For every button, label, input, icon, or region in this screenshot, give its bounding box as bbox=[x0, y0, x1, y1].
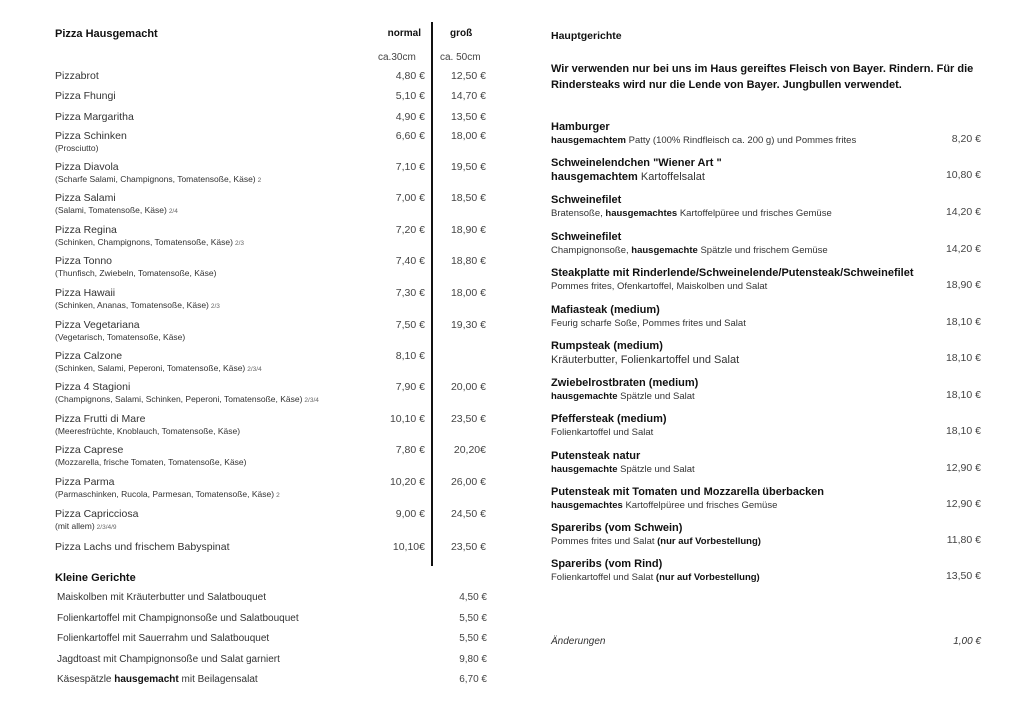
price-normal: 6,60 € bbox=[395, 130, 425, 142]
price-normal: 7,40 € bbox=[395, 255, 425, 267]
price-normal: 8,10 € bbox=[395, 350, 425, 362]
pizza-description: (Vegetarisch, Tomatensoße, Käse) bbox=[55, 332, 186, 342]
price-normal: 10,20 € bbox=[389, 476, 425, 488]
item-text: Maiskolben mit Kräuterbutter und Salatbouquet bbox=[57, 592, 267, 603]
price-normal: 7,50 € bbox=[395, 319, 425, 331]
dish-description: Folienkartoffel und Salat bbox=[551, 427, 654, 438]
main-dish-item bbox=[551, 230, 981, 258]
changes-label: Änderungen bbox=[551, 636, 606, 647]
price-gross: 18,80 € bbox=[450, 255, 486, 267]
kleine-item bbox=[57, 674, 487, 695]
pizza-name: Pizza Tonno bbox=[55, 255, 113, 267]
pizza-name: Pizza Fhungi bbox=[55, 90, 116, 102]
pizza-item bbox=[55, 111, 495, 124]
dish-name: Mafiasteak (medium) bbox=[551, 304, 660, 316]
allergen-note: 2/3/4 bbox=[247, 366, 262, 373]
dish-price: 11,80 € bbox=[946, 534, 981, 546]
pizza-description: (Prosciutto) bbox=[55, 143, 99, 153]
price-normal: 9,00 € bbox=[395, 508, 425, 520]
pizza-item bbox=[55, 319, 495, 344]
dish-name: Zwiebelrostbraten (medium) bbox=[551, 377, 699, 389]
dish-name: Putensteak mit Tomaten und Mozzarella überbacken bbox=[551, 486, 825, 498]
price-normal: 4,90 € bbox=[395, 111, 425, 123]
pizza-description: (Thunfisch, Zwiebeln, Tomatensoße, Käse) bbox=[55, 268, 217, 278]
price-gross: 26,00 € bbox=[450, 476, 486, 488]
price-gross: 13,50 € bbox=[450, 111, 486, 123]
price-gross: 14,70 € bbox=[450, 90, 486, 102]
pizza-item bbox=[55, 350, 495, 375]
price-gross: 18,00 € bbox=[450, 130, 486, 142]
dish-description: Pommes frites und Salat (nur auf Vorbestellung) bbox=[551, 536, 761, 547]
kleine-gerichte-title: Kleine Gerichte bbox=[55, 572, 136, 584]
main-dish-item bbox=[551, 485, 981, 513]
meat-origin-intro: Wir verwenden nur bei uns im Haus gereiftes Fleisch von Bayer. Rindern. Für die Rindersteaks wird nur die Lende von Bayer. Jungbullen verwendet. bbox=[551, 63, 974, 91]
kleine-item bbox=[57, 654, 487, 675]
pizza-description: (Scharfe Salami, Champignons, Tomatensoße, Käse) 2 bbox=[55, 174, 262, 184]
pizza-description: (Schinken, Salami, Peperoni, Tomatensoße, Käse) 2/3/4 bbox=[55, 363, 262, 373]
price-gross: 18,90 € bbox=[450, 224, 486, 236]
pizza-item bbox=[55, 508, 495, 533]
pizza-name: Pizza Vegetariana bbox=[55, 319, 140, 331]
dish-description: hausgemachtem Patty (100% Rindfleisch ca. 200 g) und Pommes frites bbox=[551, 135, 857, 146]
dish-description: hausgemachtem Kartoffelsalat bbox=[551, 171, 705, 183]
dish-description: Champignonsoße, hausgemachte Spätzle und frischem Gemüse bbox=[551, 245, 828, 256]
main-dish-item bbox=[551, 193, 981, 221]
pizza-name: Pizza Schinken bbox=[55, 130, 127, 142]
price-normal: 7,00 € bbox=[395, 192, 425, 204]
dish-price: 12,90 € bbox=[945, 462, 981, 474]
item-text: Folienkartoffel mit Sauerrahm und Salatbouquet bbox=[57, 633, 270, 644]
dish-name: Spareribs (vom Rind) bbox=[551, 558, 663, 570]
dish-name: Schweinefilet bbox=[551, 194, 622, 206]
dish-name: Hamburger bbox=[551, 121, 610, 133]
dish-price: 12,90 € bbox=[945, 498, 981, 510]
price-gross: 19,30 € bbox=[450, 319, 486, 331]
dish-description: hausgemachte Spätzle und Salat bbox=[551, 391, 695, 402]
pizza-description: (Mozzarella, frische Tomaten, Tomatensoße, Käse) bbox=[55, 457, 247, 467]
kleine-item bbox=[57, 592, 487, 613]
item-price: 5,50 € bbox=[459, 633, 487, 644]
dish-price: 18,10 € bbox=[945, 352, 981, 364]
pizza-name: Pizza Salami bbox=[55, 192, 116, 204]
price-normal: 4,80 € bbox=[395, 70, 425, 82]
pizza-item bbox=[55, 90, 495, 103]
dish-name: Spareribs (vom Schwein) bbox=[551, 522, 683, 534]
pizza-name: Pizza Parma bbox=[55, 476, 115, 488]
column-header-gross: groß bbox=[450, 28, 473, 39]
price-gross: 23,50 € bbox=[450, 413, 486, 425]
dish-price: 18,10 € bbox=[945, 425, 981, 437]
main-dish-item bbox=[551, 557, 981, 585]
item-price: 5,50 € bbox=[459, 612, 487, 624]
item-price: 4,50 € bbox=[459, 592, 487, 603]
dish-name: Steakplatte mit Rinderlende/Schweinelende/Putensteak/Schweinefilet bbox=[551, 267, 914, 279]
pizza-description: (Champignons, Salami, Schinken, Peperoni, Tomatensoße, Käse) 2/3/4 bbox=[55, 394, 319, 404]
main-dish-item bbox=[551, 521, 981, 549]
main-dish-item bbox=[551, 120, 981, 148]
pizza-name: Pizza Hawaii bbox=[55, 287, 116, 299]
price-gross: 20,00 € bbox=[450, 381, 486, 393]
pizza-name: Pizza Calzone bbox=[55, 350, 123, 362]
pizza-description: (Salami, Tomatensoße, Käse) 2/4 bbox=[55, 205, 178, 215]
price-normal: 7,80 € bbox=[395, 444, 425, 456]
pizza-name: Pizzabrot bbox=[55, 70, 99, 82]
pizza-name: Pizza Caprese bbox=[55, 444, 124, 456]
price-normal: 7,30 € bbox=[395, 287, 425, 299]
price-gross: 23,50 € bbox=[450, 541, 486, 553]
price-normal: 7,90 € bbox=[395, 381, 425, 393]
pizza-description: (Schinken, Ananas, Tomatensoße, Käse) 2/3 bbox=[55, 300, 220, 310]
changes-price: 1,00 € bbox=[953, 636, 981, 647]
dish-name: Schweinelendchen "Wiener Art " bbox=[551, 157, 722, 169]
pizza-item bbox=[55, 476, 495, 501]
dish-price: 13,50 € bbox=[945, 570, 981, 582]
dish-price: 10,80 € bbox=[945, 169, 981, 181]
price-normal: 7,20 € bbox=[395, 224, 425, 236]
pizza-name: Pizza Margaritha bbox=[55, 111, 134, 123]
dish-description: Pommes frites, Ofenkartoffel, Maiskolben und Salat bbox=[551, 281, 768, 292]
pizza-item bbox=[55, 444, 495, 469]
price-normal: 7,10 € bbox=[395, 161, 425, 173]
kleine-item bbox=[57, 633, 487, 654]
pizza-description: (Parmaschinken, Rucola, Parmesan, Tomatensoße, Käse) 2 bbox=[55, 489, 280, 499]
column-header-normal: normal bbox=[387, 28, 421, 39]
dish-price: 18,10 € bbox=[945, 389, 981, 401]
kleine-item bbox=[57, 613, 487, 634]
item-price: 9,80 € bbox=[459, 653, 487, 665]
dish-name: Schweinefilet bbox=[551, 231, 622, 243]
price-gross: 18,00 € bbox=[450, 287, 486, 299]
kleine-gerichte-list bbox=[57, 592, 487, 695]
dish-description: Bratensoße, hausgemachtes Kartoffelpüree und frisches Gemüse bbox=[551, 208, 832, 219]
allergen-note: 2/3/4 bbox=[304, 397, 319, 404]
price-normal: 5,10 € bbox=[395, 90, 425, 102]
dish-description: hausgemachtes Kartoffelpüree und frisches Gemüse bbox=[551, 500, 778, 511]
pizza-description: (Meeresfrüchte, Knoblauch, Tomatensoße, Käse) bbox=[55, 426, 241, 436]
allergen-note: 2/3 bbox=[234, 240, 245, 247]
allergen-note: 2/4 bbox=[168, 208, 178, 215]
price-normal: 10,10 € bbox=[389, 413, 425, 425]
price-gross: 18,50 € bbox=[450, 192, 486, 204]
price-gross: 12,50 € bbox=[450, 70, 486, 82]
pizza-item bbox=[55, 255, 495, 280]
main-dish-item bbox=[551, 156, 981, 184]
allergen-note: 2/3/4/9 bbox=[96, 524, 117, 531]
size-gross: ca. 50cm bbox=[440, 52, 481, 63]
dish-description: hausgemachte Spätzle und Salat bbox=[551, 464, 695, 475]
allergen-note: 2/3 bbox=[210, 303, 220, 310]
pizza-item bbox=[55, 161, 495, 186]
pizza-name: Pizza Frutti di Mare bbox=[55, 413, 146, 425]
pizza-item bbox=[55, 541, 495, 554]
dish-price: 14,20 € bbox=[945, 243, 981, 255]
price-gross: 20,20€ bbox=[453, 444, 486, 456]
pizza-item bbox=[55, 130, 495, 155]
allergen-note: 2 bbox=[276, 492, 280, 499]
main-dish-item bbox=[551, 266, 981, 294]
dish-description: Kräuterbutter, Folienkartoffel und Salat bbox=[551, 354, 740, 366]
pizza-item bbox=[55, 192, 495, 217]
item-price: 6,70 € bbox=[459, 674, 487, 685]
pizza-item bbox=[55, 413, 495, 438]
main-dish-item bbox=[551, 376, 981, 404]
item-text: Jagdtoast mit Champignonsoße und Salat garniert bbox=[57, 653, 280, 665]
pizza-section-title: Pizza Hausgemacht bbox=[55, 28, 158, 40]
pizza-name: Pizza Capricciosa bbox=[55, 508, 139, 520]
price-gross: 19,50 € bbox=[450, 161, 486, 173]
main-dish-item bbox=[551, 412, 981, 440]
dish-name: Putensteak natur bbox=[551, 450, 641, 462]
dish-name: Rumpsteak (medium) bbox=[551, 340, 663, 352]
main-dish-item bbox=[551, 449, 981, 477]
main-dish-item bbox=[551, 303, 981, 331]
pizza-name: Pizza Lachs und frischem Babyspinat bbox=[55, 541, 230, 553]
item-text: Folienkartoffel mit Champignonsoße und Salatbouquet bbox=[57, 612, 299, 624]
main-dish-item bbox=[551, 339, 981, 367]
dish-price: 8,20 € bbox=[951, 133, 981, 145]
pizza-item bbox=[55, 287, 495, 312]
pizza-name: Pizza Diavola bbox=[55, 161, 119, 173]
pizza-description: (mit allem) 2/3/4/9 bbox=[55, 521, 117, 531]
dish-price: 14,20 € bbox=[945, 206, 981, 218]
dish-name: Pfeffersteak (medium) bbox=[551, 413, 667, 425]
pizza-name: Pizza 4 Stagioni bbox=[55, 381, 131, 393]
pizza-item bbox=[55, 70, 495, 83]
item-text: Käsespätzle hausgemacht mit Beilagensalat bbox=[57, 674, 258, 685]
allergen-note: 2 bbox=[257, 177, 262, 184]
pizza-name: Pizza Regina bbox=[55, 224, 117, 236]
dish-description: Folienkartoffel und Salat (nur auf Vorbestellung) bbox=[551, 572, 760, 583]
dish-price: 18,90 € bbox=[945, 279, 981, 291]
pizza-item bbox=[55, 224, 495, 249]
price-gross: 24,50 € bbox=[450, 508, 486, 520]
price-normal: 10,10€ bbox=[392, 541, 425, 553]
dish-description: Feurig scharfe Soße, Pommes frites und Salat bbox=[551, 318, 746, 329]
pizza-description: (Schinken, Champignons, Tomatensoße, Käse) 2/3 bbox=[55, 237, 245, 247]
size-normal: ca.30cm bbox=[378, 52, 416, 63]
hauptgerichte-title: Hauptgerichte bbox=[551, 30, 622, 42]
pizza-item bbox=[55, 381, 495, 406]
dish-price: 18,10 € bbox=[945, 316, 981, 328]
